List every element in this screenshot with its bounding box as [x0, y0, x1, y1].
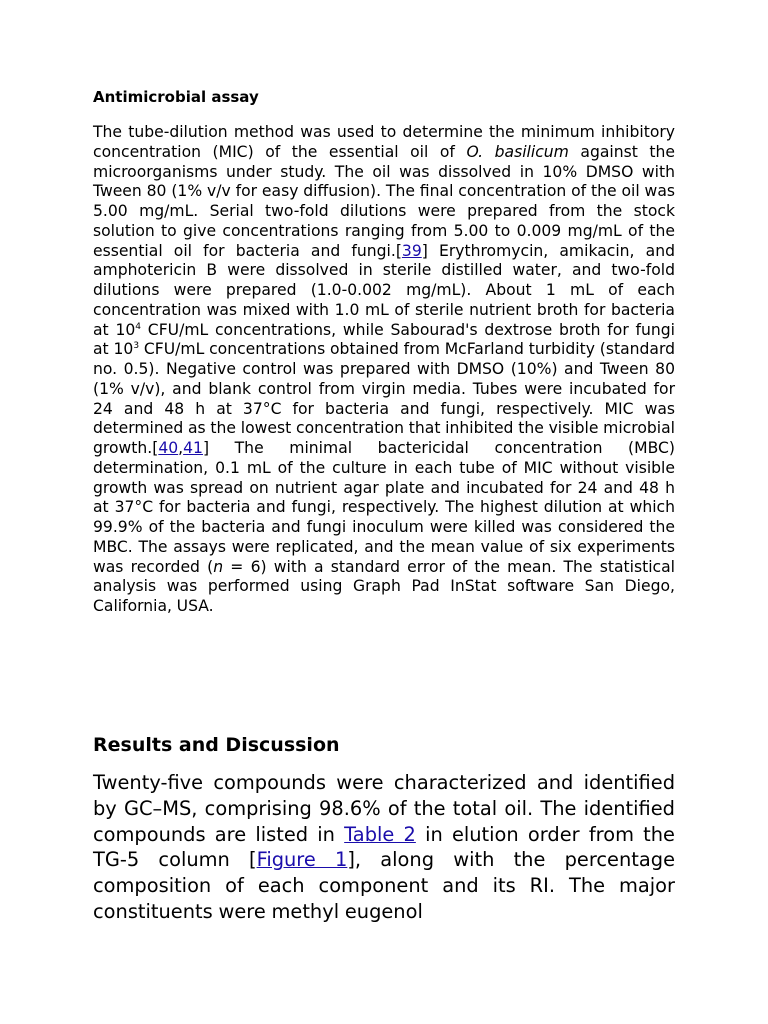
paragraph-antimicrobial-assay	[93, 123, 675, 617]
text-span: CFU/mL concentrations, while Sabourad's dextrose broth for fungi at 10	[93, 320, 675, 359]
species-name: O. basilicum	[466, 142, 569, 161]
table-2-link[interactable]: Table 2	[344, 822, 416, 846]
text-span: ,	[178, 439, 184, 457]
reference-link-41[interactable]: 41	[183, 439, 203, 457]
text-span: in elution order from the TG-5 column [	[93, 822, 675, 872]
reference-link-39[interactable]: 39	[401, 241, 422, 260]
text-span: = 6) with a standard error of the mean. The statistical analysis was performed using Graph Pad InStat software San Diego, California, USA.	[93, 557, 675, 615]
superscript-exponent: 3	[133, 341, 140, 352]
paragraph-results	[93, 770, 675, 925]
reference-link-40[interactable]: 40	[158, 439, 179, 457]
section-heading-antimicrobial-assay: Antimicrobial assay	[93, 88, 259, 106]
figure-1-link[interactable]: Figure 1	[256, 848, 348, 872]
text-span: The tube-dilution method was used to determine the minimum inhibitory concentration (MIC) of the essential oil of	[93, 123, 675, 161]
text-span: ] The minimal bactericidal concentration (MBC) determination, 0.1 mL of the culture in each tube of MIC without visible growth was spread on nutrient agar plate and incubated for 24 and 48 h at 37°C for bacteria and fungi, respectively. The highest dilution at which 99.9% of the bacteria and fungi inoculum were killed was considered the MBC. The assays were replicated, and the mean value of six experiments was recorded (	[93, 439, 675, 576]
text-span: Twenty-five compounds were characterized and identified by GC–MS, comprising 98.6% of the total oil. The identified compounds are listed in	[93, 771, 675, 846]
section-heading-results-and-discussion: Results and Discussion	[93, 734, 340, 756]
superscript-exponent: 4	[135, 321, 142, 332]
text-span: ], along with the percentage composition of each component and its RI. The major constituents were methyl eugenol	[93, 848, 675, 923]
text-span: against the microorganisms under study. The oil was dissolved in 10% DMSO with Tween 80 (1% v/v for easy diffusion). The final concentration of the oil was 5.00 mg/mL. Serial two-fold dilutions were prepared from the stock solution to give concentrations ranging from 5.00 to 0.009 mg/mL of the essential oil for bacteria and fungi.[	[93, 142, 675, 260]
text-span: CFU/mL concentrations obtained from McFarland turbidity (standard no. 0.5). Negative control was prepared with DMSO (10%) and Tween 80 (1% v/v), and blank control from virgin media. Tubes were incubated for 24 and 48 h at 37°C for bacteria and fungi, respectively. MIC was determined as the lowest concentration that inhibited the visible microbial growth.[	[93, 340, 675, 457]
text-span: ] Erythromycin, amikacin, and amphotericin B were dissolved in sterile distilled water, and two-fold dilutions were prepared (1.0-0.002 mg/mL). About 1 mL of each concentration was mixed with 1.0 mL of sterile nutrient broth for bacteria at 10	[93, 241, 675, 339]
italic-variable: n	[213, 557, 224, 576]
